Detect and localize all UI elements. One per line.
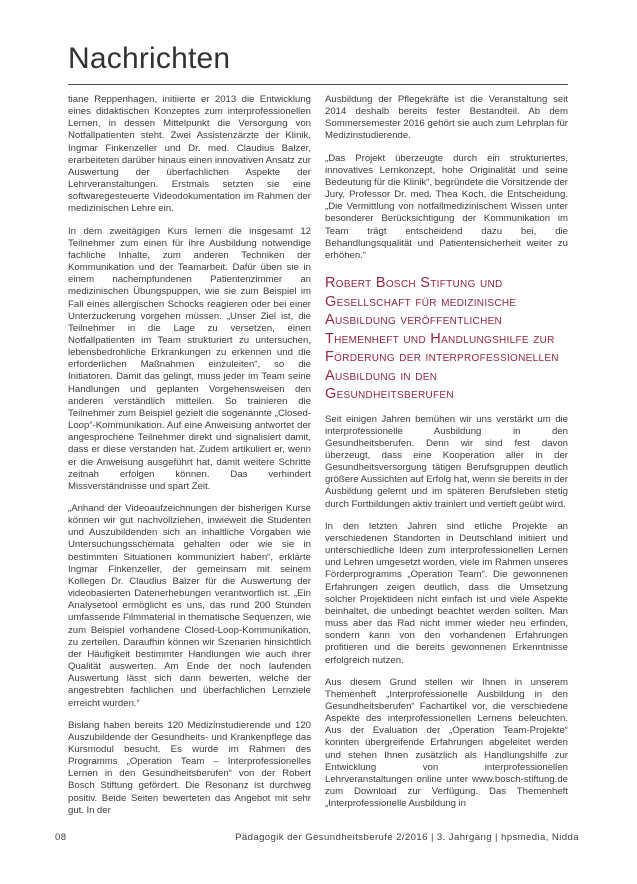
paragraph: „Anhand der Videoaufzeichnungen der bisherigen Kurse können wir gut nachvollziehen, inwieweit die Studenten und Auszubildenden sich an inhaltliche Vorgaben wie Untersuchungsschemata gehalten oder wie sie in bestimmten Situationen kommuniziert haben“, erklärte Ingmar Finkenzeller, der gemeinsam mit seinem Kollegen Dr. Claudius Balzer für die Auswertung der videobasierten Datenerhebungen verantwortlich ist. „Ein Analysetool ermöglicht es uns, das rund 200 Stunden umfassende Filmmaterial in thematische Sequenzen, wie zum Beispiel vorhandene Closed-Loop-Kommunikation, zu zerteilen. Daraufhin können wir Szenarien hinsichtlich der Häufigkeit bestimmter Handlungen wie auch ihrer Qualität auswerten. Am Ende der noch laufenden Auswertung lässt sich dann bewerten, welche der angestrebten fachlichen und überfachlichen Lernziele erreicht wurden.“ <box>68 503 311 709</box>
paragraph: tiane Reppenhagen, initiierte er 2013 die Entwicklung eines didaktischen Konzeptes zum interprofessionellen Lernen, in dessen Mittelpunkt die Versorgung von Notfallpatienten steht. Zwei Assistenzärzte der Klinik, Ingmar Finkenzeller und Dr. med. Claudius Balzer, erarbeiteten darüber hinaus einen innovativen Ansatz zur Auswertung der überfachlichen Aspekte der Lehrveranstaltungen. Erstmals setzten sie eine softwaregesteuerte Videodokumentation im Rahmen der medizinischen Lehre ein. <box>68 94 311 215</box>
right-column <box>325 94 568 827</box>
paragraph: Seit einigen Jahren bemühen wir uns verstärkt um die interprofessionelle Ausbildung in den Gesundheitsberufen. Denn wir sind fest davon überzeugt, dass eine Kooperation aller in der Gesundheitsversorgung tätigen Berufsgruppen deutlich größere Aussichten auf Erfolg hat, wenn sie bereits in der Ausbildung gelernt und im späteren Berufsleben stetig durch Fortbildungen aktiv trainiert und vertieft geübt wird. <box>325 413 568 510</box>
page-content <box>68 42 568 827</box>
page-title: Nachrichten <box>68 42 231 75</box>
paragraph: Aus diesem Grund stellen wir Ihnen in unserem Themenheft „Interprofessionelle Ausbildung in den Gesundheitsberufen“ Fachartikel vor, die verschiedene Aspekte des interprofessionellen Lernens beleuchten. Aus der Evaluation der „Operation Team-Projekte“ konnten übergreifende Erfahrungen abgeleitet werden und stehen Ihnen zusätzlich als Handlungshilfe zur Entwicklung von interprofessionellen Lehrveranstaltungen online unter www.bosch-stiftung.de zum Download zur Verfügung. Das Themenheft „Interprofessionelle Ausbildung in <box>325 676 568 810</box>
page-number: 08 <box>55 832 67 843</box>
paragraph: In dem zweitägigen Kurs lernen die insgesamt 12 Teilnehmer zum einen für ihre Ausbildung notwendige fachliche Inhalte, zum anderen Techniken der Kommunikation und der Teamarbeit. Dafür üben sie in einem nachempfundenen Patientenzimmer an medizinischen Übungspuppen, wie sie zum Beispiel im Fall eines allergischen Schocks reagieren oder bei einer Unterzuckerung vorgehen müssen. „Unser Ziel ist, die Teilnehmer in die Lage zu versetzen, einen Notfallpatienten im Team strukturiert zu untersuchen, lebensbedrohliche Erkrankungen zu erkennen und die erforderlichen Maßnahmen einzuleiten“, so die Initiatoren. Damit das gelingt, muss jeder im Team seine Handlungen und geplanten Vorgehensweisen den anderen verständlich mitteilen. So trainieren die Teilnehmer zum Beispiel gezielt die sogenannte „Closed-Loop“-Kommunikation. Auf eine Anweisung antwortet der angesprochene Teilnehmer direkt und signalisiert damit, dass er diese verstanden hat. Zudem artikuliert er, wenn er die Anweisung ausgeführt hat, damit weitere Schritte zeitnah erfolgen können. Das verhindert Missverständnisse und spart Zeit. <box>68 225 311 492</box>
page-footer <box>55 832 579 843</box>
paragraph: Bislang haben bereits 120 Medizinstudierende und 120 Auszubildende der Gesundheits- und Krankenpflege das Kursmodul besucht. Es wurde im Rahmen des Programms „Operation Team – Interprofessionelles Lernen in den Gesundheitsberufen“ von der Robert Bosch Stiftung gefördert. Die Resonanz ist durchweg positiv. Beide Seiten bewerteten das Angebot mit sehr gut. In der <box>68 719 311 816</box>
article-columns <box>68 94 568 827</box>
left-column <box>68 94 311 827</box>
paragraph: Ausbildung der Pflegekräfte ist die Veranstaltung seit 2014 deshalb bereits fester Bestandteil. Ab dem Sommersemester 2016 gehört sie auch zum Lehrplan für Medizinstudierende. <box>325 94 568 142</box>
paragraph: „Das Projekt überzeugte durch ein strukturiertes, innovatives Lernkonzept, hohe Originalität und seine Bedeutung für die Klinik“, begründete die Vorsitzende der Jury, Professor Dr. med. Thea Koch, die Entscheidung. „Die Vermittlung von notfallmedizinischem Wissen unter besonderer Berücksichtigung der Kommunikation im Team trägt entscheidend dazu bei, die Behandlungsqualität und Patientensicherheit weiter zu erhöhen.“ <box>325 152 568 261</box>
title-divider <box>68 84 568 85</box>
section-heading: Robert Bosch Stiftung und Gesellschaft für medizinische Ausbildung veröffentlichen Themenheft und Handlungshilfe zur Förderung der interprofessionellen Ausbildung in den Gesundheitsberufen <box>325 275 559 403</box>
journal-info: Pädagogik der Gesundheitsberufe 2/2016 | 3. Jahrgang | hpsmedia, Nidda <box>235 832 579 843</box>
paragraph: In den letzten Jahren sind etliche Projekte an verschiedenen Standorten in Deutschland initiiert und unterschiedliche Ideen zum interprofessionellen Lernen und Lehren umgesetzt worden, viele im Rahmen unseres Förderprogramms „Operation Team“. Die gewonnenen Erfahrungen zeigen deutlich, dass die Umsetzung solcher Projektideen nicht einfach ist und viele Aspekte beinhaltet, die unbedingt beachtet werden sollten. Man muss aber das Rad nicht immer wieder neu erfinden, sondern kann von den vorhandenen Erfahrungen profitieren und die bereits gewonnenen Erkenntnisse erfolgreich nutzen. <box>325 520 568 666</box>
